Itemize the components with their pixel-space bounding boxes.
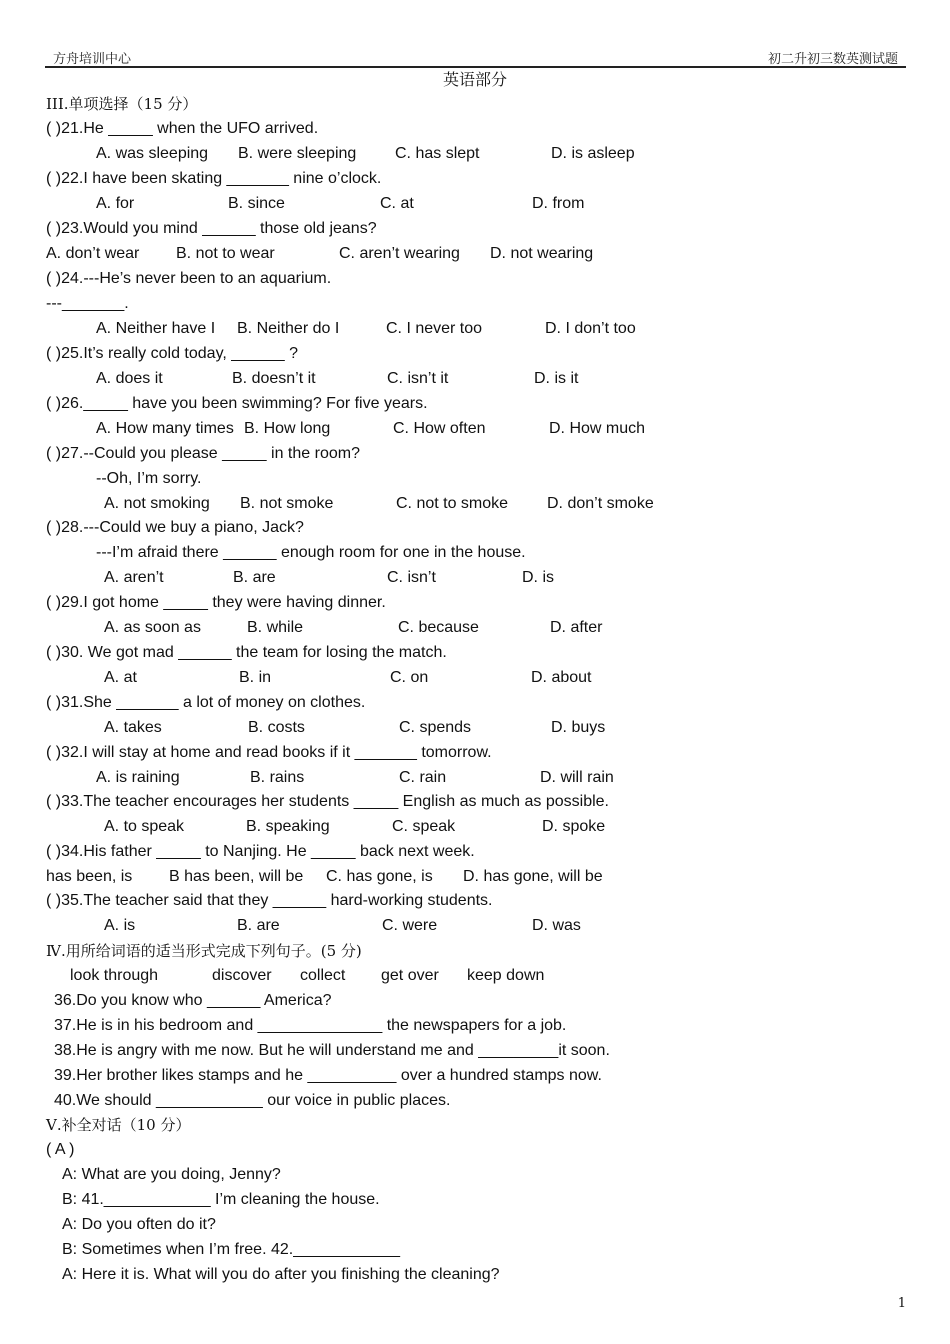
question-stem: ( )23.Would you mind ______ those old jeans? [46, 220, 377, 237]
option: D. was [532, 917, 581, 934]
dialogue-line: A: Here it is. What will you do after you finishing the cleaning? [62, 1266, 500, 1283]
option: D. buys [551, 719, 606, 736]
option: D. is [522, 569, 554, 586]
option: D. How much [549, 420, 646, 437]
option: B. since [228, 195, 285, 212]
option: B. are [233, 569, 276, 586]
question-stem: ( )28.---Could we buy a piano, Jack? [46, 519, 304, 536]
option: D. not wearing [490, 245, 594, 262]
word-bank-item: get over [381, 967, 439, 984]
dialogue-line: A: What are you doing, Jenny? [62, 1166, 281, 1183]
dialogue-line: B: 41.____________ I’m cleaning the house. [62, 1191, 380, 1208]
option: C. rain [399, 769, 447, 786]
option: C. were [382, 917, 438, 934]
option-row [0, 616, 950, 640]
option-row [0, 566, 950, 590]
word-bank-item: collect [300, 967, 346, 984]
word-bank-item: keep down [467, 967, 545, 984]
fill-in-item: 38.He is angry with me now. But he will understand me and _________it soon. [54, 1042, 610, 1059]
option: B. How long [244, 420, 331, 437]
fill-in-item: 37.He is in his bedroom and ______________ the newspapers for a job. [54, 1017, 567, 1034]
option-row [0, 492, 950, 516]
option: C. because [398, 619, 479, 636]
answer-line: --Oh, I’m sorry. [96, 470, 202, 487]
option: C. on [390, 669, 429, 686]
dialogue-line: B: Sometimes when I’m free. 42.____________ [62, 1241, 400, 1258]
dialogue-line: A: Do you often do it? [62, 1216, 216, 1233]
answer-line: ---I’m afraid there ______ enough room for one in the house. [96, 544, 526, 561]
word-bank-item: discover [212, 967, 272, 984]
option: B. Neither do I [237, 320, 340, 337]
question-stem: ( )26._____ have you been swimming? For five years. [46, 395, 428, 412]
option-row [0, 317, 950, 341]
question-stem: ( )30. We got mad ______ the team for losing the match. [46, 644, 447, 661]
option-row [0, 142, 950, 166]
option: D. I don’t too [545, 320, 636, 337]
option: A. is [104, 917, 136, 934]
option: B. doesn’t it [232, 370, 316, 387]
option: C. at [380, 195, 414, 212]
option: D. has gone, will be [463, 868, 603, 885]
option-row [0, 367, 950, 391]
option-row [0, 865, 950, 889]
option: B. were sleeping [238, 145, 357, 162]
fill-in-item: 39.Her brother likes stamps and he __________ over a hundred stamps now. [54, 1067, 602, 1084]
dialogue-part-label: ( A ) [46, 1141, 75, 1158]
option: A. was sleeping [96, 145, 209, 162]
answer-line: ---_______. [46, 295, 129, 312]
question-stem: ( )34.His father _____ to Nanjing. He _____ back next week. [46, 843, 475, 860]
option: A. is raining [96, 769, 180, 786]
option: B. while [247, 619, 304, 636]
option: A. as soon as [104, 619, 201, 636]
page-number: 1 [897, 1296, 906, 1311]
option: A. don’t wear [46, 245, 140, 262]
option: D. is asleep [551, 145, 635, 162]
option: B. costs [248, 719, 305, 736]
question-stem: ( )29.I got home _____ they were having dinner. [46, 594, 386, 611]
option: has been, is [46, 868, 133, 885]
option: C. isn’t [387, 569, 436, 586]
option: A. for [96, 195, 135, 212]
option: A. does it [96, 370, 163, 387]
option: C. has slept [395, 145, 480, 162]
page-title: 英语部分 [442, 70, 507, 89]
question-stem: ( )33.The teacher encourages her students _____ English as much as possible. [46, 793, 609, 810]
option: C. spends [399, 719, 472, 736]
option: A. to speak [104, 818, 185, 835]
section-heading-5: Ⅴ.补全对话（10 分） [46, 1116, 191, 1134]
option: C. not to smoke [396, 495, 509, 512]
option-row [0, 914, 950, 938]
option: B. speaking [246, 818, 330, 835]
fill-in-item: 40.We should ____________ our voice in public places. [54, 1092, 451, 1109]
question-stem: ( )22.I have been skating _______ nine o’clock. [46, 170, 382, 187]
option-row [0, 815, 950, 839]
option: B. not smoke [240, 495, 334, 512]
header-right: 初二升初三数英测试题 [767, 52, 898, 67]
option: B. are [237, 917, 280, 934]
option-row [0, 417, 950, 441]
option: D. don’t smoke [547, 495, 654, 512]
option: D. will rain [540, 769, 614, 786]
option: D. about [531, 669, 592, 686]
option: B. not to wear [176, 245, 275, 262]
option: B has been, will be [169, 868, 304, 885]
question-stem: ( )31.She _______ a lot of money on clothes. [46, 694, 366, 711]
question-stem: ( )32.I will stay at home and read books if it _______ tomorrow. [46, 744, 492, 761]
option: A. not smoking [104, 495, 210, 512]
option: A. at [104, 669, 137, 686]
option: C. speak [392, 818, 456, 835]
option-row [0, 242, 950, 266]
section-heading-4: Ⅳ.用所给词语的适当形式完成下列句子。(5 分) [46, 942, 362, 960]
question-stem: ( )25.It’s really cold today, ______ ? [46, 345, 298, 362]
section-heading-3: III.单项选择（15 分） [46, 95, 198, 113]
option: A. How many times [96, 420, 234, 437]
fill-in-item: 36.Do you know who ______ America? [54, 992, 332, 1009]
question-stem: ( )27.--Could you please _____ in the room? [46, 445, 360, 462]
option: D. from [532, 195, 585, 212]
option: A. takes [104, 719, 162, 736]
option: C. has gone, is [326, 868, 433, 885]
option-row [0, 192, 950, 216]
option: C. aren’t wearing [339, 245, 460, 262]
option: D. is it [534, 370, 579, 387]
question-stem: ( )24.---He’s never been to an aquarium. [46, 270, 332, 287]
option: D. spoke [542, 818, 606, 835]
option: C. isn’t it [387, 370, 449, 387]
option-row [0, 716, 950, 740]
option: D. after [550, 619, 603, 636]
option: B. in [239, 669, 272, 686]
question-stem: ( )21.He _____ when the UFO arrived. [46, 120, 319, 137]
option: A. aren’t [104, 569, 164, 586]
option: C. I never too [386, 320, 483, 337]
option: C. How often [393, 420, 486, 437]
option-row [0, 666, 950, 690]
question-stem: ( )35.The teacher said that they ______ hard-working students. [46, 892, 493, 909]
option: A. Neither have I [96, 320, 216, 337]
option: B. rains [250, 769, 305, 786]
word-bank-item: look through [70, 967, 159, 984]
header-left: 方舟培训中心 [53, 52, 132, 67]
option-row [0, 766, 950, 790]
word-bank [0, 964, 950, 988]
